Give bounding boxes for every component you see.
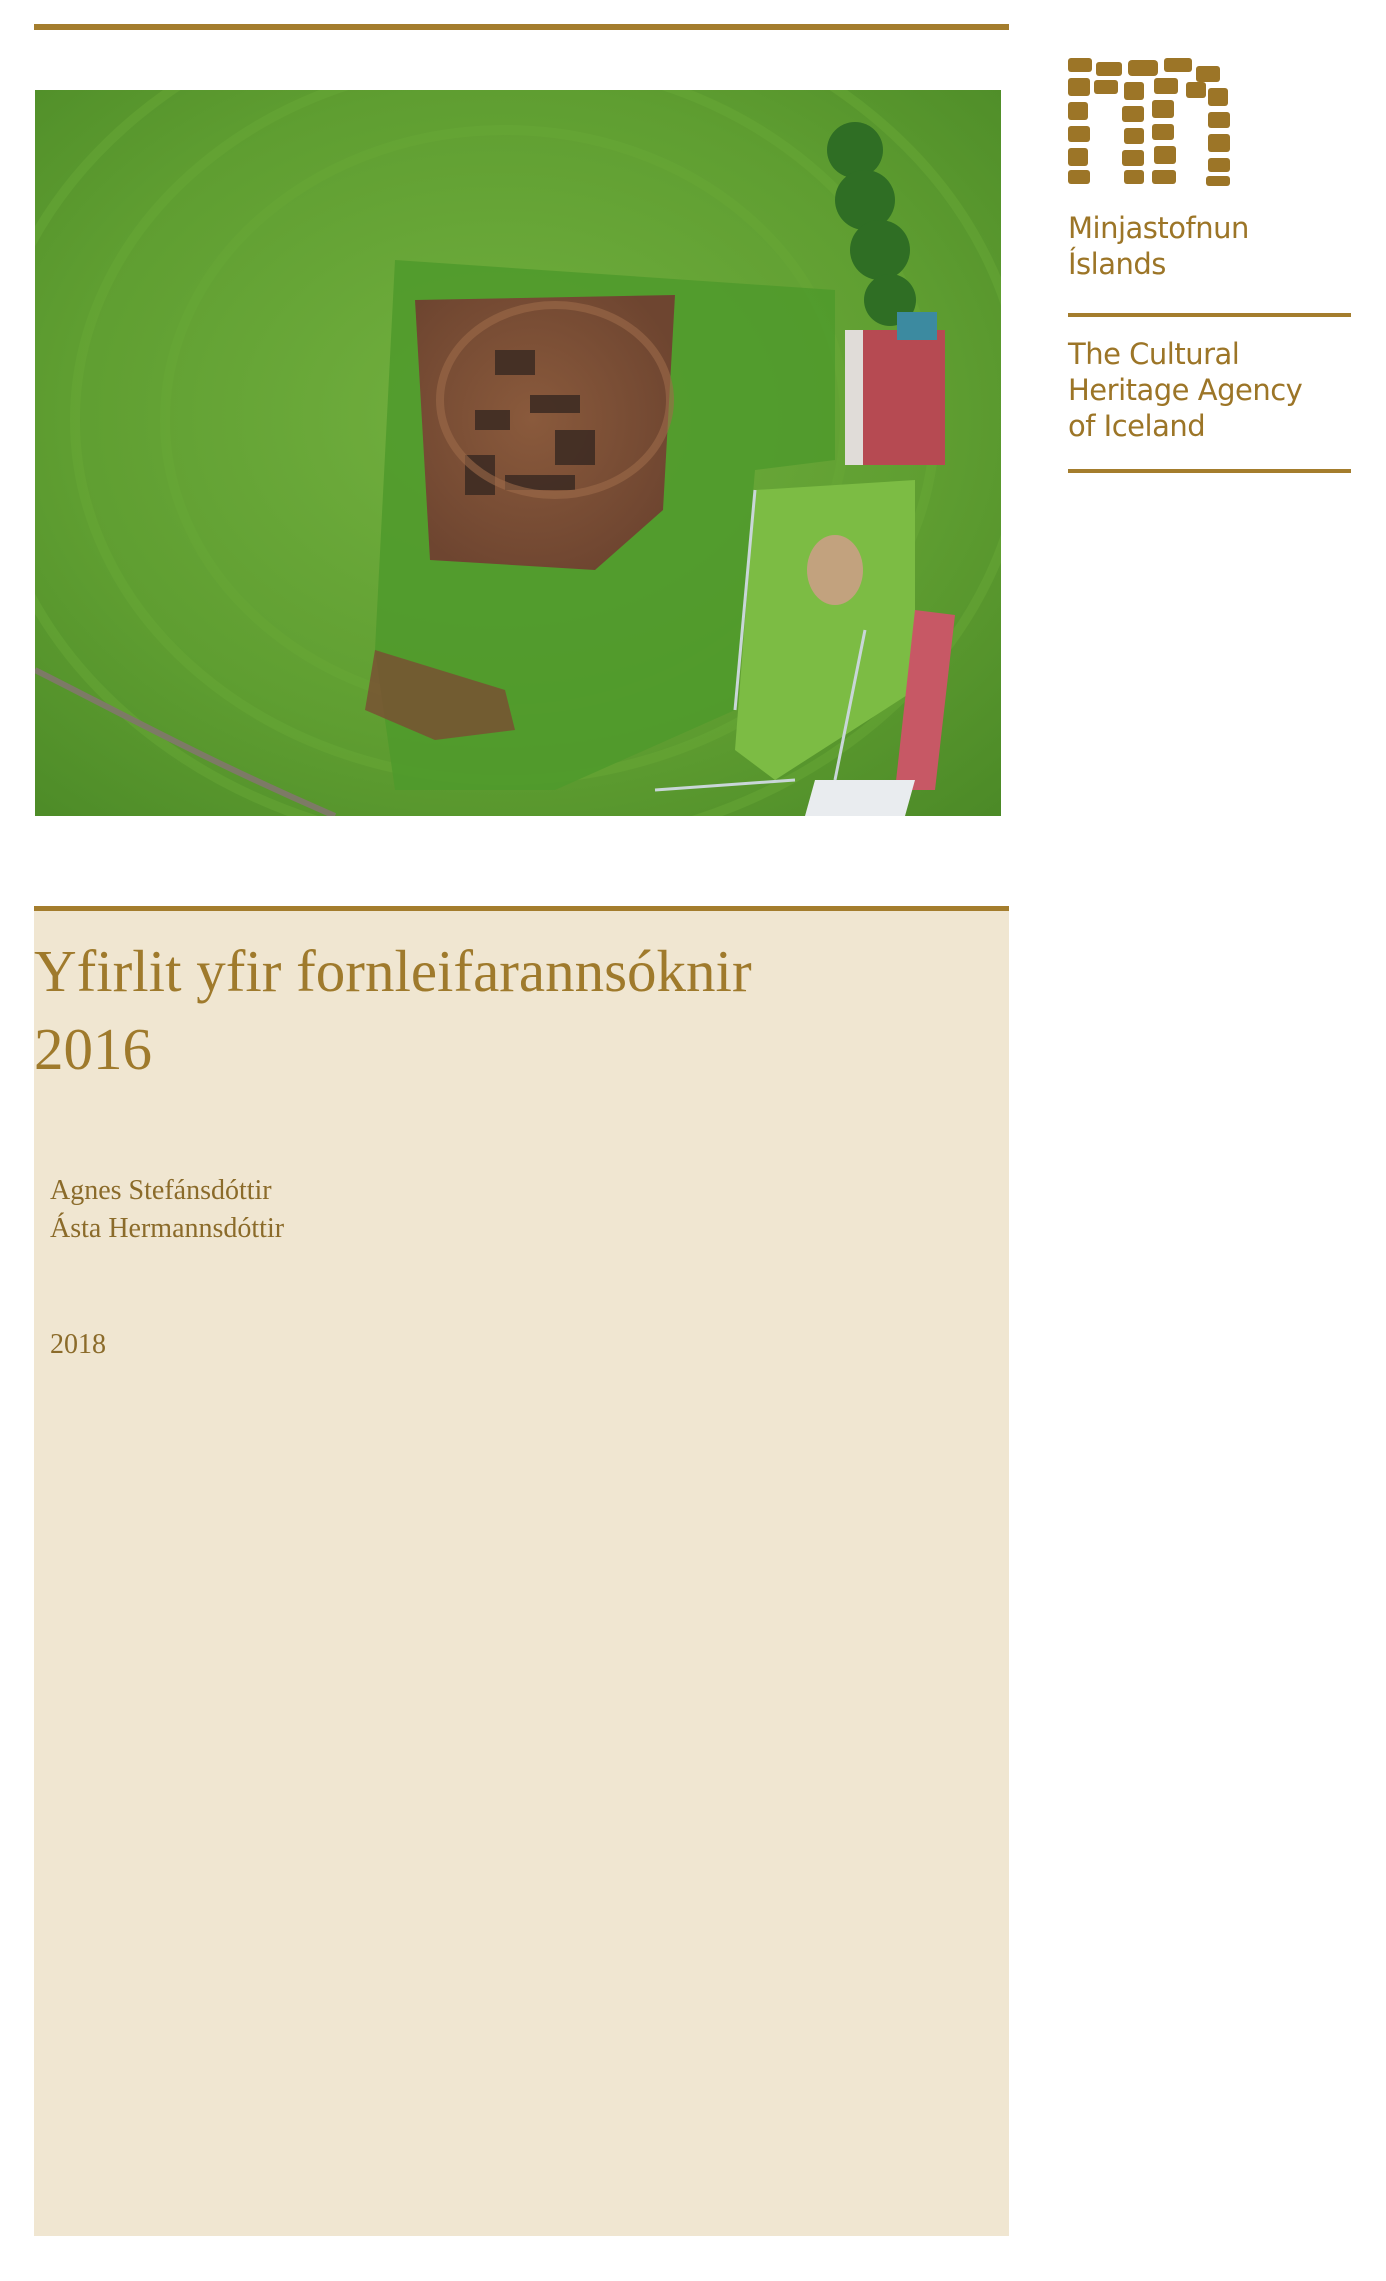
cover-photo [35, 90, 1001, 816]
top-rule [34, 24, 1009, 30]
author-name: Agnes Stefánsdóttir [50, 1175, 272, 1206]
logo-name-english: The Cultural Heritage Agency of Iceland [1068, 337, 1303, 443]
author-name: Ásta Hermannsdóttir [50, 1213, 285, 1244]
title-rule [34, 906, 1009, 911]
logo-name-icelandic: Minjastofnun Íslands [1068, 211, 1249, 281]
title-panel [34, 906, 1009, 2236]
author-list [50, 1172, 284, 1248]
publication-year: 2018 [50, 1329, 106, 1360]
logo-divider [1068, 313, 1351, 317]
logo-divider-bottom [1068, 469, 1351, 473]
document-title: Yfirlit yfir fornleifarannsóknir 2016 [34, 938, 752, 1082]
logo-mark-icon [1068, 58, 1232, 186]
